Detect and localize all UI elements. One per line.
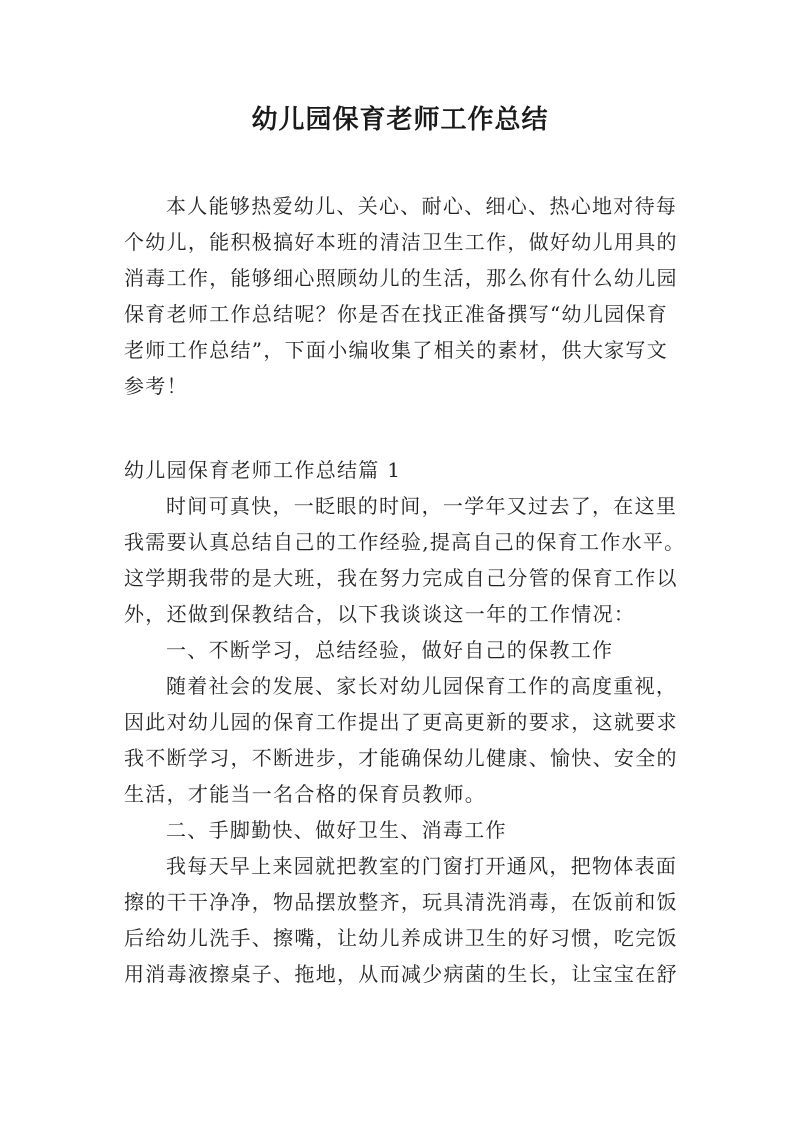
intro-line: 参考！ xyxy=(124,374,188,398)
subheading-1: 一、不断学习，总结经验，做好自己的保教工作 xyxy=(166,638,614,662)
intro-line: 个幼儿，能积极搞好本班的清洁卫生工作，做好幼儿用具的 xyxy=(124,230,678,254)
paragraph-line: 时间可真快，一眨眼的时间，一学年又过去了，在这里 xyxy=(166,494,678,518)
paragraph-line: 我每天早上来园就把教室的门窗打开通风，把物体表面 xyxy=(166,854,678,878)
intro-paragraph xyxy=(124,188,686,404)
intro-line: 保育老师工作总结呢？你是否在找正准备撰写“幼儿园保育 xyxy=(124,302,669,326)
paragraph-line: 我不断学习，不断进步，才能确保幼儿健康、愉快、安全的 xyxy=(124,746,678,770)
paragraph-line: 随着社会的发展、家长对幼儿园保育工作的高度重视， xyxy=(166,674,678,698)
subheading-2: 二、手脚勤快、做好卫生、消毒工作 xyxy=(166,818,507,842)
paragraph-line: 外，还做到保教结合，以下我谈谈这一年的工作情况： xyxy=(124,602,636,626)
paragraph-line: 后给幼儿洗手、擦嘴，让幼儿养成讲卫生的好习惯，吃完饭 xyxy=(124,926,678,950)
document-title: 幼儿园保育老师工作总结 xyxy=(251,105,549,135)
paragraph-line: 我需要认真总结自己的工作经验,提高自己的保育工作水平。 xyxy=(124,530,686,554)
article-body xyxy=(124,452,686,992)
intro-line: 本人能够热爱幼儿、关心、耐心、细心、热心地对待每 xyxy=(166,194,678,218)
paragraph-line: 生活，才能当一名合格的保育员教师。 xyxy=(124,782,487,806)
paragraph-line: 这学期我带的是大班，我在努力完成自己分管的保育工作以 xyxy=(124,566,678,590)
paragraph-line: 因此对幼儿园的保育工作提出了更高更新的要求，这就要求 xyxy=(124,710,678,734)
intro-line: 老师工作总结”，下面小编收集了相关的素材，供大家写文 xyxy=(124,338,669,362)
intro-line: 消毒工作，能够细心照顾幼儿的生活，那么你有什么幼儿园 xyxy=(124,266,678,290)
paragraph-line: 用消毒液擦桌子、拖地，从而减少病菌的生长，让宝宝在舒 xyxy=(124,962,678,986)
paragraph-line: 擦的干干净净，物品摆放整齐，玩具清洗消毒，在饭前和饭 xyxy=(124,890,678,914)
section-title: 幼儿园保育老师工作总结篇 1 xyxy=(124,458,402,482)
